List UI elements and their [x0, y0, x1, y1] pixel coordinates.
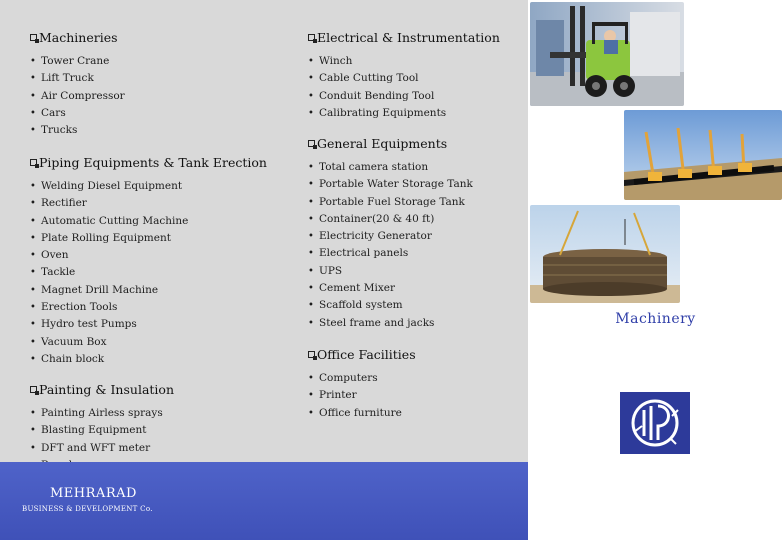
list-item: • Tower Crane [30, 53, 125, 70]
list-item: • Tackle [30, 264, 267, 281]
pipeline-photo [624, 110, 782, 200]
section-heading [308, 30, 500, 45]
section-heading [308, 347, 416, 362]
section-title: Machineries [39, 30, 118, 45]
item-list [308, 159, 473, 332]
list-item: • Painting Airless sprays [30, 405, 174, 422]
list-item: • Air Compressor [30, 88, 125, 105]
checkbox-bullet-icon [30, 159, 37, 166]
checkbox-bullet-icon [308, 351, 315, 358]
list-item: • Blasting Equipment [30, 422, 174, 439]
list-item: • Welding Diesel Equipment [30, 178, 267, 195]
checkbox-bullet-icon [308, 140, 315, 147]
list-item: • Magnet Drill Machine [30, 282, 267, 299]
side-title: Machinery [615, 311, 696, 327]
list-item: • Steel frame and jacks [308, 315, 473, 332]
list-item: • Chain block [30, 351, 267, 368]
section-electrical [308, 30, 500, 122]
list-item: • Electrical panels [308, 245, 473, 262]
section-title: Electrical & Instrumentation [317, 30, 500, 45]
section-machineries [30, 30, 125, 139]
list-item: • Cement Mixer [308, 280, 473, 297]
tank-illustration [530, 205, 680, 303]
section-heading [30, 155, 267, 170]
item-list [30, 53, 125, 139]
company-logo [620, 392, 690, 454]
list-item: • Conduit Bending Tool [308, 88, 500, 105]
list-item: • Erection Tools [30, 299, 267, 316]
item-list [308, 53, 500, 122]
list-item: • Portable Fuel Storage Tank [308, 194, 473, 211]
checkbox-bullet-icon [30, 34, 37, 41]
section-piping [30, 155, 267, 368]
footer-band [0, 462, 528, 540]
list-item: • UPS [308, 263, 473, 280]
list-item: • Portable Water Storage Tank [308, 176, 473, 193]
checkbox-bullet-icon [30, 386, 37, 393]
section-heading [308, 136, 473, 151]
section-title: Piping Equipments & Tank Erection [39, 155, 267, 170]
list-item: • Plate Rolling Equipment [30, 230, 267, 247]
list-item: • Oven [30, 247, 267, 264]
list-item: • Hydro test Pumps [30, 316, 267, 333]
tank-construction-photo [530, 205, 680, 303]
list-item: • DFT and WFT meter [30, 440, 174, 457]
company-tagline: BUSINESS & DEVELOPMENT Co. [22, 505, 153, 513]
list-item: • Winch [308, 53, 500, 70]
list-item: • Total camera station [308, 159, 473, 176]
section-general [308, 136, 473, 332]
forklift-illustration [530, 2, 684, 106]
logo-emblem-icon [620, 392, 690, 454]
list-item: • Lift Truck [30, 70, 125, 87]
list-item: • Office furniture [308, 405, 416, 422]
section-title: Office Facilities [317, 347, 416, 362]
list-item: • Vacuum Box [30, 334, 267, 351]
list-item: • Trucks [30, 122, 125, 139]
list-item: • Electricity Generator [308, 228, 473, 245]
list-item: • Computers [308, 370, 416, 387]
list-item: • Printer [308, 387, 416, 404]
section-painting [30, 382, 174, 474]
section-title: Painting & Insulation [39, 382, 174, 397]
list-item: • Automatic Cutting Machine [30, 213, 267, 230]
item-list [308, 370, 416, 422]
section-office [308, 347, 416, 422]
list-item: • Rectifier [30, 195, 267, 212]
list-item: • Container(20 & 40 ft) [308, 211, 473, 228]
list-item: • Cars [30, 105, 125, 122]
section-heading [30, 382, 174, 397]
list-item: • Calibrating Equipments [308, 105, 500, 122]
section-heading [30, 30, 125, 45]
list-item: • Scaffold system [308, 297, 473, 314]
company-name: MEHRARAD [50, 486, 137, 501]
section-title: General Equipments [317, 136, 448, 151]
item-list [30, 178, 267, 368]
list-item: • Cable Cutting Tool [308, 70, 500, 87]
checkbox-bullet-icon [308, 34, 315, 41]
pipeline-illustration [624, 110, 782, 200]
forklift-photo [530, 2, 684, 106]
